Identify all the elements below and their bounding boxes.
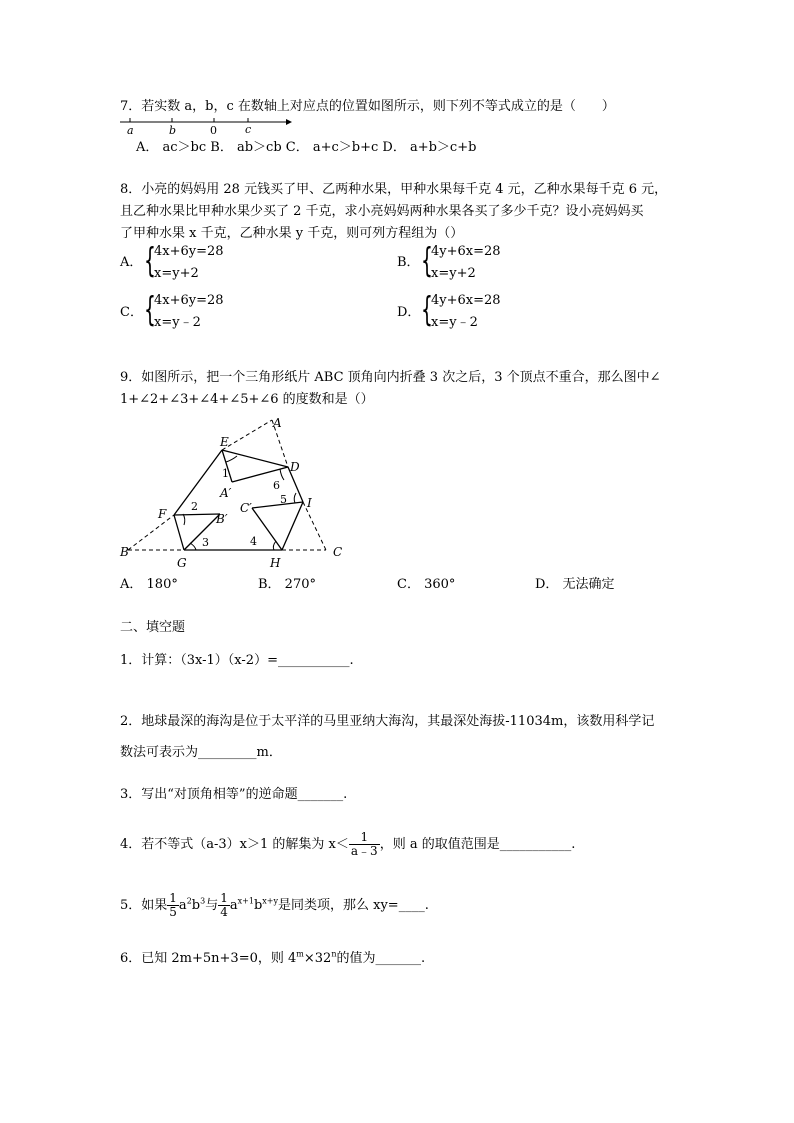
fill-5-blank: ____ — [398, 898, 425, 913]
dashed-edge-bf — [128, 515, 174, 550]
label-C1: C′ — [240, 501, 252, 515]
axis-label-b: b — [169, 124, 177, 136]
angle-arc-4 — [273, 541, 276, 550]
q8-option-a-system: 4x+6y=28 x=y+2 — [154, 244, 224, 281]
q8-line2: 且乙种水果比甲种水果少买了 2 千克，求小亮妈妈两种水果各买了多少千克？设小亮妈妈买 — [120, 204, 644, 219]
label-F: F — [158, 507, 167, 521]
fill-3: 3．写出“对顶角相等”的逆命题_______. — [120, 787, 348, 802]
q8-option-d-system: 4y+6x=28 x=y﹣2 — [431, 293, 501, 330]
angle-arc-3 — [190, 543, 196, 550]
flap-fb1 — [174, 514, 220, 515]
fill-2-line1: 2．地球最深的海沟是位于太平洋的马里亚纳大海沟，其最深处海拔-11034m，该数用科学记 — [120, 714, 655, 729]
q8-option-d-brace: { — [421, 290, 433, 330]
label-4: 4 — [250, 535, 257, 548]
edge-fe — [174, 450, 222, 515]
label-A1: A′ — [220, 486, 232, 500]
q9-option-d: D． 无法确定 — [535, 577, 615, 592]
fill-4-blank: ___________ — [499, 837, 572, 852]
label-C: C — [333, 545, 343, 559]
folded-triangle-figure — [110, 410, 360, 575]
q8-option-a-brace: { — [144, 241, 156, 281]
edge-gf — [174, 515, 184, 550]
flap-ed — [222, 450, 288, 467]
section-title: 二、填空题 — [120, 620, 186, 635]
label-G: G — [177, 556, 187, 570]
fill-1-blank: ___________ — [277, 653, 350, 668]
angle-arc-2 — [183, 514, 185, 525]
label-D: D — [290, 460, 300, 474]
fill-3-blank: _______ — [297, 787, 344, 802]
q8-option-c-brace: { — [144, 290, 156, 330]
axis-label-zero: 0 — [210, 124, 217, 136]
q8-option-b-system: 4y+6x=28 x=y+2 — [431, 244, 501, 281]
q8-option-b-brace: { — [421, 241, 433, 281]
label-6: 6 — [273, 479, 280, 492]
q8-option-c-label: C． — [120, 305, 143, 320]
q9-option-c: C． 360° — [397, 577, 456, 592]
q9-option-a: A． 180° — [120, 577, 178, 592]
label-H: H — [270, 556, 281, 570]
angle-arc-5 — [294, 493, 296, 503]
label-B: B — [120, 545, 129, 559]
q8-line3: 了甲种水果 x 千克，乙种水果 y 千克，则可列方程组为（） — [120, 226, 464, 241]
number-line — [118, 114, 298, 136]
angle-arc-6 — [280, 469, 284, 480]
dashed-edge-ea — [222, 420, 272, 450]
q7-stem: 7．若实数 a，b，c 在数轴上对应点的位置如图所示，则下列不等式成立的是（ ） — [120, 99, 615, 114]
fill-4: 4．若不等式（a-3）x＞1 的解集为 x＜ $\frac{1}{a﹣3}$ ，则 a 的取值范围是___________. — [120, 830, 576, 858]
q7-options: A． ac＞bc B． ab＞cb C． a+c＞b+c D． a+b＞c+b — [136, 140, 477, 155]
fill-4-fraction: $\frac{1}{a﹣3}$ — [350, 830, 378, 858]
q8-option-a-label: A． — [120, 255, 143, 270]
q8-line1: 8．小亮的妈妈用 28 元钱买了甲、乙两种水果，甲种水果每千克 4 元，乙种水果每千克 6 元， — [120, 182, 668, 197]
angle-arc-1 — [226, 456, 237, 462]
label-1: 1 — [222, 467, 229, 480]
fill-1: 1．计算：（3x-1）（x-2）=___________. — [120, 653, 354, 668]
label-2: 2 — [191, 500, 198, 513]
axis-label-c: c — [245, 123, 252, 136]
axis-label-a: a — [127, 124, 134, 136]
label-E: E — [220, 435, 229, 449]
fill-2-blank: _________ — [198, 745, 257, 760]
q8-option-c-system: 4x+6y=28 x=y﹣2 — [154, 293, 224, 330]
q9-line2: 1+∠2+∠3+∠4+∠5+∠6 的度数和是（） — [120, 392, 374, 407]
q8-option-b-label: B． — [397, 255, 420, 270]
label-I: I — [307, 496, 312, 510]
fill-6-blank: _______ — [375, 951, 421, 966]
fill-5: 5．如果 $\frac{1}{5}$ $a^2b^3$与 $\frac{1}{4}$ $a^{x+1}b^{x+y}$是同类项，那么 xy=____. — [120, 891, 429, 919]
flap-ic1 — [252, 502, 303, 508]
q9-option-b: B． 270° — [258, 577, 316, 592]
label-A: A — [273, 416, 282, 430]
q9-line1: 9．如图所示，把一个三角形纸片 ABC 顶角向内折叠 3 次之后，3 个顶点不重合，那么图中∠ — [120, 370, 661, 385]
label-3: 3 — [202, 536, 209, 549]
label-5: 5 — [280, 493, 287, 506]
label-B1: B′ — [216, 512, 228, 526]
fill-2-line2: 数法可表示为_________m． — [120, 745, 282, 760]
edge-ih — [282, 502, 303, 550]
q8-option-d-label: D． — [397, 305, 421, 320]
fill-6: 6．已知 2m+5n+3=0，则 $4^m\times 32^n$的值为_______. — [120, 949, 426, 966]
